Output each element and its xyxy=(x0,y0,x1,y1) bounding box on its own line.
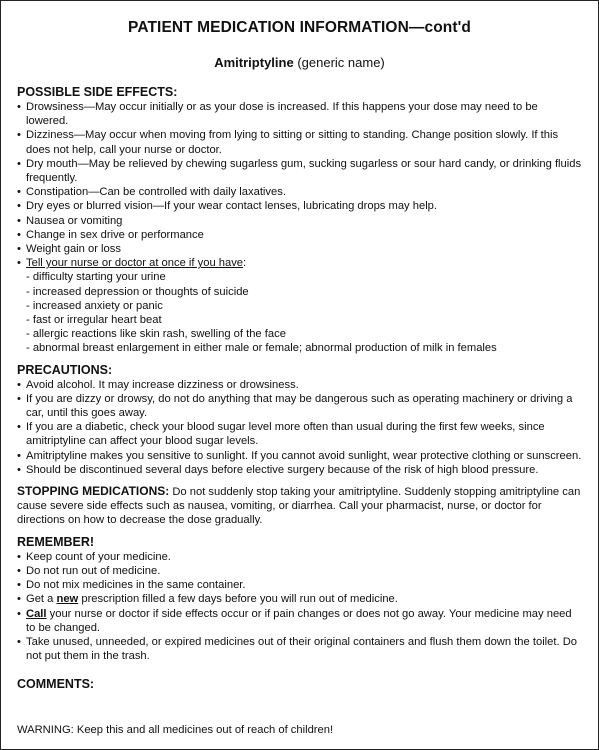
stopping-heading: STOPPING MEDICATIONS: xyxy=(17,484,170,499)
precautions-heading: PRECAUTIONS: xyxy=(17,362,113,377)
remember-item: • Keep count of your medicine. xyxy=(17,550,582,564)
side-effect-item: • Drowsiness—May occur initially or as your dose is increased. If this happens your dose may need to be lowered. xyxy=(17,100,582,128)
tell-doctor-colon: : xyxy=(243,257,247,270)
precaution-item: • Should be discontinued several days before elective surgery because of the risk of high blood pressure. xyxy=(17,463,582,477)
warning-text: WARNING: Keep this and all medicines out of reach of children! xyxy=(17,724,334,736)
drug-name: Amitriptyline xyxy=(214,55,294,70)
precaution-item: • Amitriptyline makes you sensitive to sunlight. If you cannot avoid sunlight, wear protective clothing or sunscreen. xyxy=(17,449,582,463)
side-effect-item: • Constipation—Can be controlled with daily laxatives. xyxy=(17,185,582,199)
side-effect-item: • Dry eyes or blurred vision—If your wear contact lenses, lubricating drops may help. xyxy=(17,199,582,213)
page-title: PATIENT MEDICATION INFORMATION—cont'd xyxy=(128,19,471,36)
tell-doctor-item: - abnormal breast enlargement in either male or female; abnormal production of milk in females xyxy=(26,342,497,355)
drug-name-note: (generic name) xyxy=(297,55,385,70)
side-effects-section xyxy=(17,85,582,356)
get-after-text: prescription filled a few days before you will run out of medicine. xyxy=(78,593,398,606)
side-effect-item: • Nausea or vomiting xyxy=(17,214,582,228)
side-effects-heading: POSSIBLE SIDE EFFECTS: xyxy=(17,85,178,99)
tell-doctor-item: - allergic reactions like skin rash, swelling of the face xyxy=(26,328,286,341)
tell-doctor-item: - fast or irregular heart beat xyxy=(26,314,162,327)
call-word: Call xyxy=(26,607,47,620)
get-before-text: Get a xyxy=(26,593,57,606)
side-effects-list xyxy=(17,100,582,270)
get-new-word: new xyxy=(56,593,79,606)
remember-list xyxy=(17,550,582,664)
side-effect-item: • Change in sex drive or performance xyxy=(17,228,582,242)
remember-item: • Take unused, unneeded, or expired medicines out of their original containers and flush them down the toilet. Do not put them in the trash. xyxy=(17,635,582,663)
precautions-list xyxy=(17,378,582,477)
drug-subtitle xyxy=(17,55,582,71)
side-effect-item: • Dry mouth—May be relieved by chewing sugarless gum, sucking sugarless or sour hard candy, or drinking fluids frequently. xyxy=(17,157,582,185)
remember-item-get xyxy=(17,592,582,606)
remember-heading: REMEMBER! xyxy=(17,534,95,549)
side-effect-item: • Weight gain or loss xyxy=(17,242,582,256)
side-effect-item: • Dizziness—May occur when moving from lying to sitting or sitting to standing. Change position slowly. If this does not help, call your nurse or doctor. xyxy=(17,128,582,156)
precaution-item: • Avoid alcohol. It may increase dizziness or drowsiness. xyxy=(17,378,582,392)
stopping-text: Do not suddenly stop taking your amitriptyline. Suddenly stopping amitriptyline can cause severe side effects such as nausea, vomiting, or diarrhea. Call your pharmacist, nurse, or doctor for directions on how to decrease the dose gradually. xyxy=(17,486,581,527)
tell-doctor-label: Tell your nurse or doctor at once if you have xyxy=(26,257,244,270)
tell-doctor-list xyxy=(17,270,582,355)
precautions-section xyxy=(17,363,582,477)
tell-doctor-item: - difficulty starting your urine xyxy=(26,271,166,284)
comments-heading: COMMENTS: xyxy=(17,677,95,692)
precaution-item: • If you are a diabetic, check your blood sugar level more often than usual during the first few weeks, since amitriptyline can affect your blood sugar levels. xyxy=(17,420,582,448)
side-effect-item-tell xyxy=(17,256,582,270)
call-after-text: your nurse or doctor if side effects occur or if pain changes or does not go away. Your medicine may need to be changed. xyxy=(26,607,572,634)
remember-section xyxy=(17,535,582,664)
remember-item: • Do not run out of medicine. xyxy=(17,564,582,578)
stopping-section xyxy=(17,484,582,528)
tell-doctor-item: - increased depression or thoughts of suicide xyxy=(26,285,249,298)
precaution-item: • If you are dizzy or drowsy, do not do anything that may be dangerous such as operating machinery or driving a car, until this goes away. xyxy=(17,392,582,420)
remember-item-call xyxy=(17,607,582,635)
tell-doctor-item: - increased anxiety or panic xyxy=(26,299,163,312)
remember-item: • Do not mix medicines in the same container. xyxy=(17,578,582,592)
